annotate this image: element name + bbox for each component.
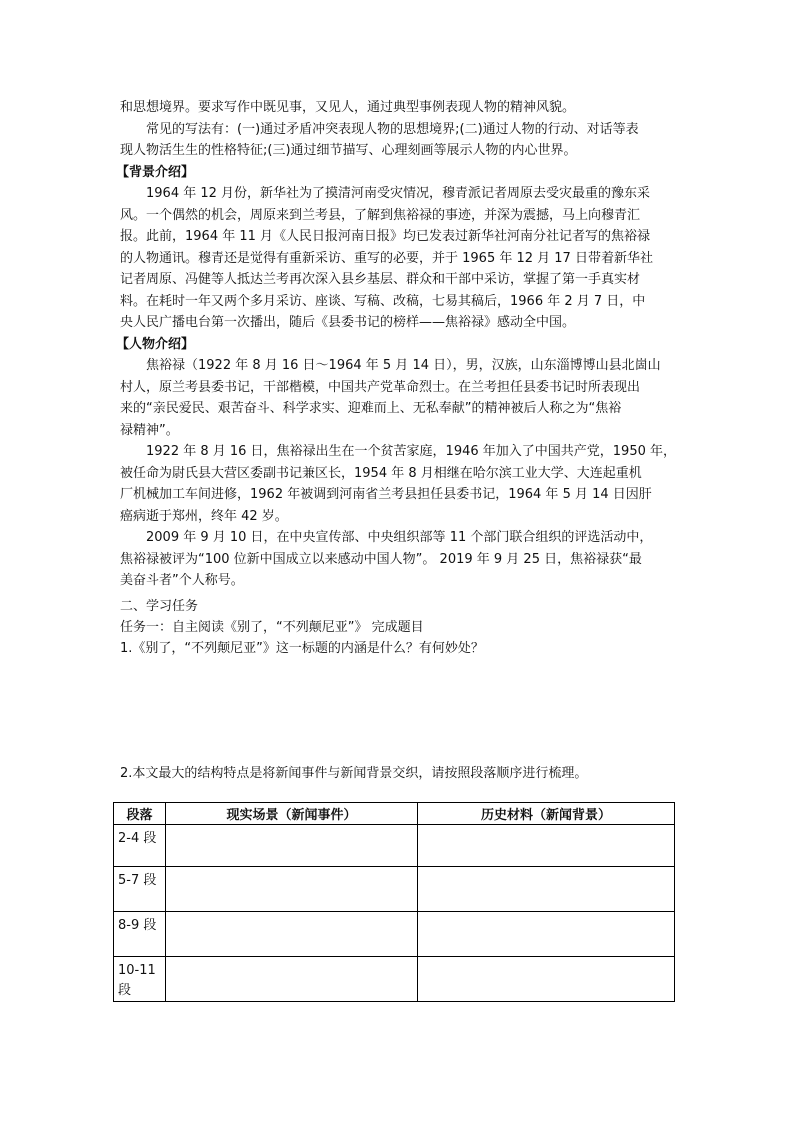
- methods-line-2: 现人物活生生的性格特征;(三)通过细节描写、心理刻画等展示人物的内心世界。: [120, 143, 577, 158]
- real-scene-cell[interactable]: [166, 825, 418, 867]
- background-line: 料。在耗时一年又两个多月采访、座谈、写稿、改稿，七易其稿后，1966 年 2 月 7 日，中: [120, 293, 646, 309]
- history-cell[interactable]: [418, 825, 675, 867]
- intro-line: 和思想境界。要求写作中既见事，又见人，通过典型事例表现人物的精神风貌。: [120, 100, 576, 115]
- real-scene-cell[interactable]: [166, 957, 418, 1002]
- background-line: 1964 年 12 月份，新华社为了摸清河南受灾情况，穆青派记者周原去受灾最重的豫东采: [146, 186, 651, 201]
- person-line: 美奋斗者”个人称号。: [120, 573, 244, 588]
- background-line: 风。一个偶然的机会，周原来到兰考县，了解到焦裕禄的事迹，并深为震撼，马上向穆青汇: [120, 207, 641, 223]
- background-heading: 【背景介绍】: [116, 164, 195, 180]
- header-segment: 段落: [114, 803, 166, 825]
- table-row: [114, 825, 675, 867]
- table-row: [114, 867, 675, 912]
- structure-table: [113, 802, 675, 1002]
- person-paragraph-1: [120, 355, 680, 441]
- person-line: 癌病逝于郑州，终年 42 岁。: [120, 508, 288, 524]
- task-1-title: 任务一：自主阅读《别了，“不列颠尼亚”》 完成题目: [120, 620, 424, 635]
- background-line: 的人物通讯。穆青还是觉得有重新采访、重写的必要，并于 1965 年 12 月 17 日带着新华社: [120, 250, 653, 266]
- person-heading: 【人物介绍】: [116, 336, 195, 352]
- segment-cell: 8-9 段: [114, 912, 166, 957]
- person-line: 2009 年 9 月 10 日，在中央宣传部、中央组织部等 11 个部门联合组织的评选活动中，: [146, 530, 653, 545]
- question-1: 1.《别了，“不列颠尼亚”》这一标题的内涵是什么？有何妙处？: [120, 641, 484, 656]
- section-title: 二、学习任务: [120, 599, 199, 614]
- segment-cell: 5-7 段: [114, 867, 166, 912]
- background-line: 央人民广播电台第一次播出，随后《县委书记的榜样——焦裕禄》感动全中国。: [120, 315, 576, 330]
- history-cell[interactable]: [418, 912, 675, 957]
- real-scene-cell[interactable]: [166, 867, 418, 912]
- person-paragraph-2: [120, 441, 680, 527]
- person-line: 禄精神”。: [120, 422, 179, 438]
- person-paragraph-3: [120, 527, 680, 592]
- table-row: [114, 957, 675, 1002]
- table-row: [114, 912, 675, 957]
- header-history: 历史材料（新闻背景）: [418, 803, 675, 825]
- history-cell[interactable]: [418, 957, 675, 1002]
- person-line: 焦裕禄被评为“100 位新中国成立以来感动中国人物”。 2019 年 9 月 25 日，焦裕禄获“最: [120, 551, 642, 567]
- header-real-scene: 现实场景（新闻事件）: [166, 803, 418, 825]
- real-scene-cell[interactable]: [166, 912, 418, 957]
- person-line: 来的“亲民爱民、艰苦奋斗、科学求实、迎难而上、无私奉献”的精神被后人称之为“焦裕: [120, 401, 622, 416]
- methods-line-1: 常见的写法有：(一)通过矛盾冲突表现人物的思想境界;(二)通过人物的行动、对话等表: [146, 121, 639, 137]
- person-line: 1922 年 8 月 16 日，焦裕禄出生在一个贫苦家庭，1946 年加入了中国共产党，1950 年，: [146, 444, 676, 459]
- person-line: 被任命为尉氏县大营区委副书记兼区长，1954 年 8 月相继在哈尔滨工业大学、大连起重机: [120, 465, 642, 481]
- background-paragraph: [120, 183, 680, 334]
- segment-cell: 2-4 段: [114, 825, 166, 867]
- table-header-row: [114, 803, 675, 825]
- person-line: 村人，原兰考县委书记，干部楷模，中国共产党革命烈士。在兰考担任县委书记时所表现出: [120, 379, 641, 395]
- question-2: 2.本文最大的结构特点是将新闻事件与新闻背景交织，请按照段落顺序进行梳理。: [120, 766, 588, 781]
- history-cell[interactable]: [418, 867, 675, 912]
- background-line: 记者周原、冯健等人抵达兰考再次深入县乡基层、群众和干部中采访，掌握了第一手真实材: [120, 272, 641, 287]
- background-line: 报。此前，1964 年 11 月《人民日报河南日报》均已发表过新华社河南分社记者写的焦裕禄: [120, 229, 651, 244]
- person-line: 厂机械加工车间进修，1962 年被调到河南省兰考县担任县委书记，1964 年 5 月 14 日因肝: [120, 487, 652, 502]
- segment-cell: 10-11 段: [114, 957, 166, 1002]
- person-line: 焦裕禄（1922 年 8 月 16 日～1964 年 5 月 14 日），男，汉族，山东淄博博山县北崮山: [146, 358, 661, 373]
